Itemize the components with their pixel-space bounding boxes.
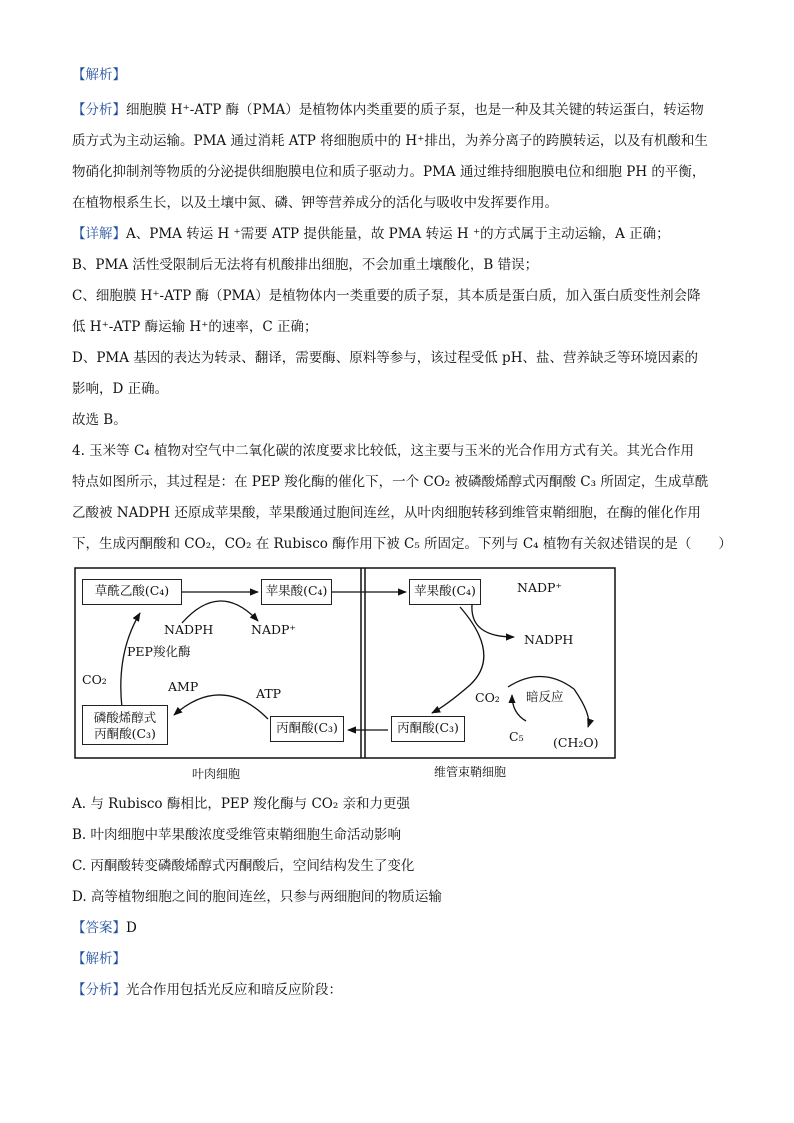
question-4 — [72, 436, 732, 560]
c4-photosynthesis-diagram — [72, 565, 620, 785]
label-amp: AMP — [168, 679, 199, 694]
analysis-section-tag: 【分析】 — [72, 102, 126, 118]
label-dark-reaction: 暗反应 — [526, 689, 564, 704]
answer-value: D — [126, 920, 137, 936]
detail-line: A、PMA 转运 H ⁺需要 ATP 提供能量，故 PMA 转运 H ⁺的方式属于主动运输，A 正确； — [126, 226, 670, 242]
detail-tag: 【详解】 — [72, 226, 126, 242]
box-malate-left: 苹果酸(C₄) — [261, 579, 332, 605]
analysis-line: 物硝化抑制剂等物质的分泌提供细胞膜电位和质子驱动力。PMA 通过维持细胞膜电位和细胞 PH 的平衡， — [72, 164, 706, 180]
label-c5: C₅ — [509, 729, 524, 744]
arrow-atp-amp — [174, 695, 268, 719]
analysis-header — [72, 60, 727, 91]
analysis-line: 质方式为主动运输。PMA 通过消耗 ATP 将细胞质中的 H⁺排出，为养分离子的跨膜转运，以及有机酸和生 — [72, 133, 708, 149]
question-line: 4. 玉米等 C₄ 植物对空气中二氧化碳的浓度要求比较低，这主要与玉米的光合作用方式有关。其光合作用 — [72, 443, 694, 459]
option-c: C. 丙酮酸转变磷酸烯醇式丙酮酸后，空间结构发生了变化 — [72, 858, 415, 874]
detail-line: 影响，D 正确。 — [72, 381, 169, 397]
dark-cycle-left — [512, 695, 526, 721]
arrow-co2-fixation — [121, 613, 140, 708]
detail-line: B、PMA 活性受限制后无法将有机酸排出细胞，不会加重土壤酸化，B 错误； — [72, 257, 539, 273]
label-ch2o: (CH₂O) — [553, 735, 599, 750]
pep-label-line1: 磷酸烯醇式 — [93, 710, 157, 725]
arrow-nadph-reduction — [182, 601, 258, 623]
box-oxaloacetate: 草酰乙酸(C₄) — [82, 579, 182, 605]
label-nadp-right: NADP⁺ — [517, 580, 562, 595]
detail-line: 故选 B。 — [72, 412, 127, 428]
label-nadph-right: NADPH — [524, 632, 574, 647]
analysis-line: 在植物根系生长，以及土壤中氮、磷、钾等营养成分的活化与吸收中发挥要作用。 — [72, 195, 558, 211]
options-list — [72, 789, 727, 913]
question-line: 下，生成丙酮酸和 CO₂，CO₂ 在 Rubisco 酶作用下被 C₅ 所固定。下列与 C₄ 植物有关叙述错误的是（ ） — [72, 536, 732, 552]
label-co2-right: CO₂ — [475, 690, 500, 705]
analysis-tag: 【解析】 — [72, 67, 126, 83]
label-mesophyll-cell: 叶肉细胞 — [192, 767, 241, 781]
option-d: D. 高等植物细胞之间的胞间连丝，只参与两细胞间的物质运输 — [72, 889, 442, 905]
label-nadp-left: NADP⁺ — [251, 622, 296, 637]
detail-line: C、细胞膜 H⁺-ATP 酶（PMA）是植物体内一类重要的质子泵，其本质是蛋白质，加入蛋白质变性剂会降 — [72, 288, 701, 304]
label-co2-left: CO₂ — [82, 672, 107, 687]
detail-line: 低 H⁺-ATP 酶运输 H⁺的速率，C 正确； — [72, 319, 318, 335]
answer-tag: 【答案】 — [72, 920, 126, 936]
detail-paragraph — [72, 219, 727, 436]
label-bundle-sheath-cell: 维管束鞘细胞 — [434, 765, 507, 779]
analysis-tag-2: 【解析】 — [72, 951, 126, 967]
answer-block — [72, 913, 727, 1006]
dark-cycle-right — [574, 689, 589, 727]
label-nadph-left: NADPH — [164, 622, 214, 637]
analysis-paragraph — [72, 95, 727, 219]
option-a: A. 与 Rubisco 酶相比，PEP 羧化酶与 CO₂ 亲和力更强 — [72, 796, 411, 812]
box-malate-right: 苹果酸(C₄) — [409, 579, 481, 605]
box-pep — [82, 705, 168, 745]
analysis-text-2: 光合作用包括光反应和暗反应阶段： — [126, 982, 342, 998]
question-line: 乙酸被 NADPH 还原成苹果酸，苹果酸通过胞间连丝，从叶肉细胞转移到维管束鞘细胞，在酶的催化作用 — [72, 505, 701, 521]
box-pyruvate-left: 丙酮酸(C₃) — [270, 716, 344, 742]
box-pyruvate-right: 丙酮酸(C₃) — [391, 716, 465, 742]
analysis-section-tag-2: 【分析】 — [72, 982, 126, 998]
pep-label-line2: 丙酮酸(C₃) — [94, 726, 156, 741]
question-line: 特点如图所示，其过程是：在 PEP 羧化酶的催化下，一个 CO₂ 被磷酸烯醇式丙酮酸 C₃ 所固定，生成草酰 — [72, 474, 709, 490]
option-b: B. 叶肉细胞中苹果酸浓度受维管束鞘细胞生命活动影响 — [72, 827, 402, 843]
dark-cycle-top — [508, 676, 574, 689]
detail-line: D、PMA 基因的表达为转录、翻译，需要酶、原料等参与，该过程受低 pH、盐、营养缺乏等环境因素的 — [72, 350, 698, 366]
label-atp: ATP — [256, 686, 282, 701]
label-pep-carboxylase: PEP羧化酶 — [127, 644, 191, 659]
analysis-line: 细胞膜 H⁺-ATP 酶（PMA）是植物体内类重要的质子泵，也是一种及其关键的转运蛋白，转运物 — [126, 102, 704, 118]
